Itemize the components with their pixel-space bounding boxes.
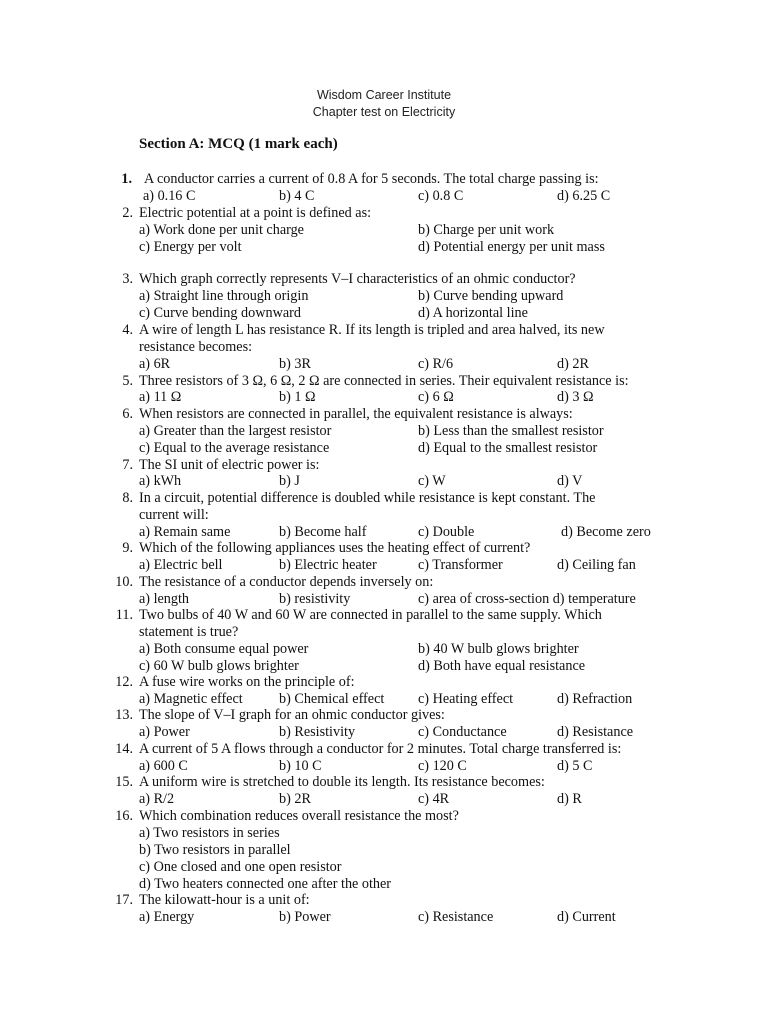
question-text: A fuse wire works on the principle of: [139, 674, 355, 690]
question-number: 7. [122, 457, 133, 473]
answer-option: a) kWh [139, 473, 182, 489]
answer-option: b) resistivity [279, 591, 351, 607]
answer-option: d) Both have equal resistance [418, 658, 586, 674]
answer-option: a) Electric bell [139, 557, 223, 573]
answer-option: b) Become half [279, 524, 367, 540]
question-text: resistance becomes: [139, 339, 253, 355]
answer-option: b) 40 W bulb glows brighter [418, 641, 579, 657]
answer-option: c) R/6 [418, 356, 454, 372]
answer-option: c) Double [418, 524, 475, 540]
test-title: Chapter test on Electricity [312, 105, 456, 119]
question-number: 11. [115, 607, 133, 623]
question-number: 17. [115, 892, 133, 908]
answer-option: d) V [557, 473, 583, 489]
question-number: 5. [122, 373, 133, 389]
answer-option: b) 3R [279, 356, 311, 372]
answer-option: c) Resistance [418, 909, 494, 925]
question-number: 9. [122, 540, 133, 556]
question-number: 6. [122, 406, 133, 422]
question-text: A uniform wire is stretched to double its length. Its resistance becomes: [139, 774, 545, 790]
question-text: The resistance of a conductor depends inversely on: [139, 574, 434, 590]
answer-option: b) 10 C [279, 758, 322, 774]
answer-option: c) Curve bending downward [139, 305, 301, 321]
answer-option: b) Charge per unit work [418, 222, 555, 238]
question-text: Which combination reduces overall resistance the most? [139, 808, 459, 824]
answer-option: b) J [279, 473, 300, 489]
section-title: Section A: MCQ (1 mark each) [139, 136, 338, 152]
answer-option: d) Equal to the smallest resistor [418, 440, 598, 456]
answer-option: c) W [418, 473, 446, 489]
question-text: A current of 5 A flows through a conductor for 2 minutes. Total charge transferred is: [139, 741, 622, 757]
answer-option: a) 6R [139, 356, 171, 372]
answer-option: a) Magnetic effect [139, 691, 243, 707]
answer-option: c) Conductance [418, 724, 507, 740]
answer-option: b) Curve bending upward [418, 288, 564, 304]
answer-option: a) Remain same [139, 524, 231, 540]
answer-option: b) Less than the smallest resistor [418, 423, 604, 439]
answer-option: b) Resistivity [279, 724, 356, 740]
question-number: 12. [115, 674, 133, 690]
question-text: Which of the following appliances uses the heating effect of current? [139, 540, 531, 556]
answer-option: c) 4R [418, 791, 450, 807]
answer-option: d) A horizontal line [418, 305, 528, 321]
answer-option: c) 60 W bulb glows brighter [139, 658, 299, 674]
question-text: statement is true? [139, 624, 239, 640]
question-number: 16. [115, 808, 133, 824]
answer-option: d) 5 C [557, 758, 593, 774]
question-text: current will: [139, 507, 209, 523]
question-number: 2. [122, 205, 133, 221]
answer-option: c) One closed and one open resistor [139, 859, 342, 875]
question-text: A wire of length L has resistance R. If its length is tripled and area halved, its new [139, 322, 605, 338]
answer-option: b) 2R [279, 791, 311, 807]
answer-option: d) Current [557, 909, 616, 925]
answer-option: d) Become zero [561, 524, 651, 540]
answer-option: c) 0.8 C [418, 188, 464, 204]
answer-option: c) area of cross-section d) temperature [418, 591, 636, 607]
question-number: 8. [122, 490, 133, 506]
question-text: The slope of V–I graph for an ohmic conductor gives: [139, 707, 445, 723]
question-text: In a circuit, potential difference is doubled while resistance is kept constant. The [139, 490, 596, 506]
question-number: 14. [115, 741, 133, 757]
question-text: Electric potential at a point is defined as: [139, 205, 372, 221]
answer-option: b) 1 Ω [279, 389, 316, 405]
question-number: 4. [122, 322, 133, 338]
question-number: 15. [115, 774, 133, 790]
question-text: The SI unit of electric power is: [139, 457, 320, 473]
answer-option: b) Power [279, 909, 331, 925]
answer-option: a) Two resistors in series [139, 825, 280, 841]
answer-option: a) Both consume equal power [139, 641, 309, 657]
answer-option: a) Power [139, 724, 190, 740]
answer-option: a) Work done per unit charge [139, 222, 304, 238]
question-number: 3. [122, 271, 133, 287]
question-text: Two bulbs of 40 W and 60 W are connected in parallel to the same supply. Which [139, 607, 602, 623]
answer-option: d) Resistance [557, 724, 634, 740]
question-text: Three resistors of 3 Ω, 6 Ω, 2 Ω are connected in series. Their equivalent resistance is: [139, 373, 629, 389]
answer-option: a) length [139, 591, 190, 607]
answer-option: a) Straight line through origin [139, 288, 309, 304]
answer-option: a) 600 C [139, 758, 188, 774]
answer-option: c) Transformer [418, 557, 503, 573]
institute-name: Wisdom Career Institute [316, 88, 452, 102]
answer-option: c) 120 C [418, 758, 467, 774]
question-text: Which graph correctly represents V–I characteristics of an ohmic conductor? [139, 271, 576, 287]
answer-option: d) Potential energy per unit mass [418, 239, 605, 255]
answer-option: d) 2R [557, 356, 589, 372]
answer-option: a) Energy [139, 909, 195, 925]
answer-option: d) 3 Ω [557, 389, 594, 405]
question-text: A conductor carries a current of 0.8 A for 5 seconds. The total charge passing is: [144, 171, 599, 187]
answer-option: a) 11 Ω [139, 389, 182, 405]
answer-option: c) Heating effect [418, 691, 514, 707]
question-text: When resistors are connected in parallel, the equivalent resistance is always: [139, 406, 573, 422]
answer-option: a) 0.16 C [143, 188, 196, 204]
answer-option: c) Equal to the average resistance [139, 440, 330, 456]
answer-option: d) Two heaters connected one after the other [139, 876, 392, 892]
answer-option: d) R [557, 791, 582, 807]
answer-option: a) Greater than the largest resistor [139, 423, 332, 439]
answer-option: c) Energy per volt [139, 239, 242, 255]
question-text: The kilowatt-hour is a unit of: [139, 892, 310, 908]
answer-option: c) 6 Ω [418, 389, 454, 405]
answer-option: a) R/2 [139, 791, 175, 807]
answer-option: b) Two resistors in parallel [139, 842, 291, 858]
question-number: 1. [121, 171, 132, 187]
question-number: 10. [115, 574, 133, 590]
answer-option: b) Chemical effect [279, 691, 385, 707]
answer-option: d) 6.25 C [557, 188, 611, 204]
answer-option: d) Ceiling fan [557, 557, 636, 573]
answer-option: b) 4 C [279, 188, 315, 204]
answer-option: d) Refraction [557, 691, 633, 707]
answer-option: b) Electric heater [279, 557, 377, 573]
question-number: 13. [115, 707, 133, 723]
